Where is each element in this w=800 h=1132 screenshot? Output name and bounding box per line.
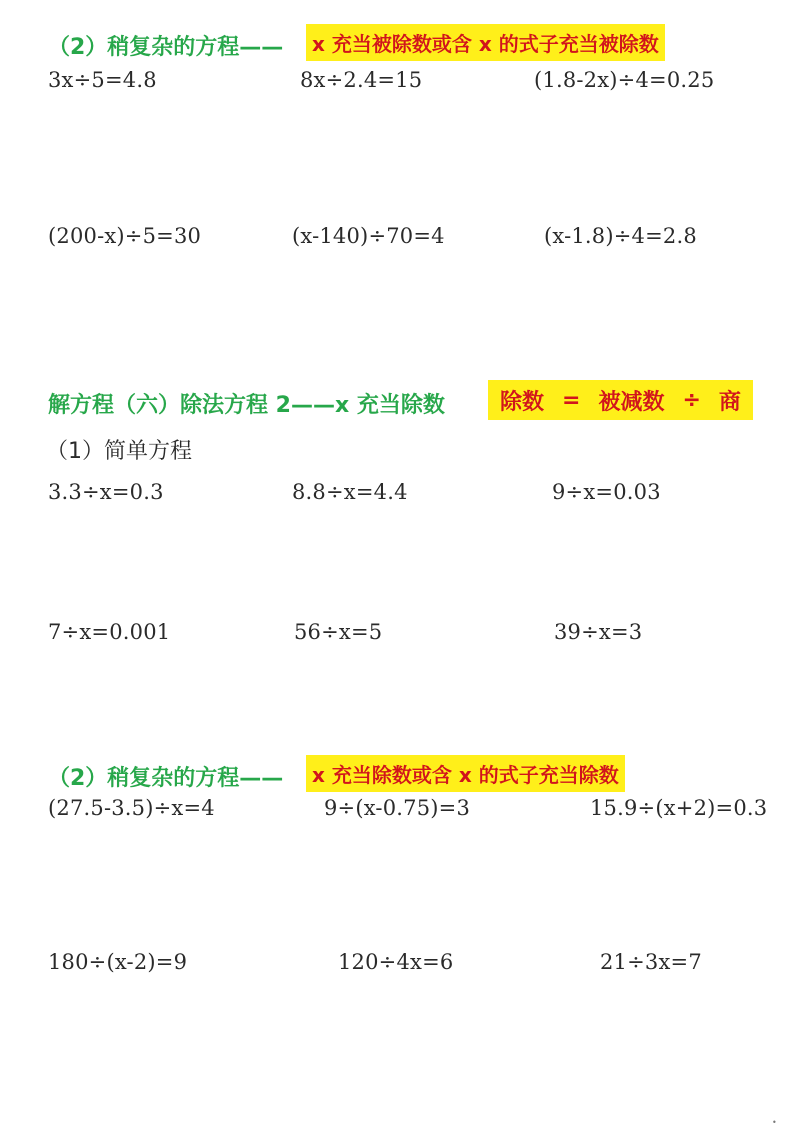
formula-quotient: 商: [718, 389, 741, 415]
section3-header-highlight: x 充当除数或含 x 的式子充当除数: [306, 755, 625, 792]
equation-item: 39÷x=3: [554, 620, 643, 644]
equation-item: 21÷3x=7: [600, 950, 702, 974]
equation-item: (27.5-3.5)÷x=4: [48, 796, 215, 820]
equation-item: 9÷(x-0.75)=3: [324, 796, 471, 820]
section3-header-label: （2）稍复杂的方程——: [48, 766, 284, 791]
equation-item: (x-1.8)÷4=2.8: [544, 224, 697, 248]
equation-item: 3.3÷x=0.3: [48, 480, 164, 504]
equation-item: (x-140)÷70=4: [292, 224, 445, 248]
equation-item: 8.8÷x=4.4: [292, 480, 408, 504]
formula-dividend: 被减数: [598, 389, 665, 415]
formula-divisor: 除数: [500, 389, 545, 415]
equation-item: 3x÷5=4.8: [48, 68, 157, 92]
equation-item: 9÷x=0.03: [552, 480, 661, 504]
section2-title: 解方程（六）除法方程 2——x 充当除数: [48, 393, 445, 418]
equation-item: 180÷(x-2)=9: [48, 950, 188, 974]
formula-highlight: [488, 380, 753, 420]
section1-header-label: （2）稍复杂的方程——: [48, 35, 284, 60]
formula-equals: =: [562, 387, 581, 413]
section1-header-highlight: x 充当被除数或含 x 的式子充当被除数: [306, 24, 665, 61]
equation-item: 15.9÷(x+2)=0.3: [590, 796, 768, 820]
equation-item: (200-x)÷5=30: [48, 224, 202, 248]
equation-item: 56÷x=5: [294, 620, 383, 644]
equation-item: 8x÷2.4=15: [300, 68, 423, 92]
subheading: （1）简单方程: [46, 439, 192, 464]
equation-item: 7÷x=0.001: [48, 620, 171, 644]
equation-item: 120÷4x=6: [338, 950, 454, 974]
equation-item: (1.8-2x)÷4=0.25: [534, 68, 715, 92]
corner-mark: •: [772, 1118, 777, 1127]
formula-divide: ÷: [682, 387, 701, 413]
